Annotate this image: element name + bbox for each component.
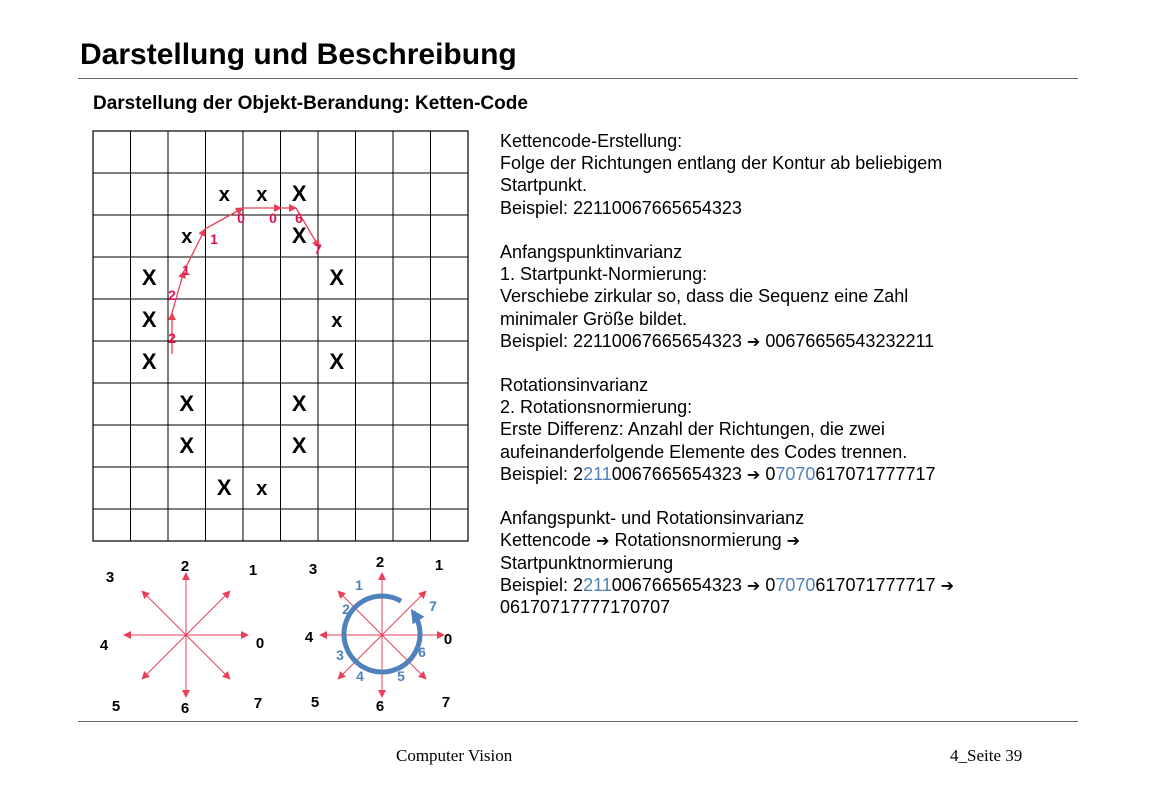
text-span: 0067665654323 [611,574,742,595]
footer-divider [78,721,1078,722]
grid-mark: X [141,307,157,332]
text-span: Beispiel: 2 [500,574,584,595]
text-line: Erste Differenz: Anzahl der Richtungen, die zwei [500,419,885,440]
text-line: minimaler Größe bildet. [500,308,688,329]
direction-number: 0 [255,635,265,652]
path-code-label: 1 [210,231,218,247]
text-span-highlight: 7070 [775,463,816,484]
footer-course: Computer Vision [396,746,513,765]
text-span: 00676656543232211 [765,330,935,351]
text-span-highlight: 211 [583,463,612,484]
grid-mark: X [141,349,157,374]
direction-number: 3 [105,569,115,586]
arrow-right-icon: ➔ [746,331,761,351]
grid-mark: X [291,391,307,416]
grid-lines [93,131,468,541]
chain-code-grid [92,130,472,542]
text-line: Verschiebe zirkular so, dass die Sequenz eine Zahl [500,286,909,307]
grid-mark: X [179,433,195,458]
direction-number: 0 [443,631,453,648]
grid-mark: x [256,184,268,206]
grid-mark: X [179,391,195,416]
rotation-step-label: 5 [397,668,405,684]
text-span: 0067665654323 [611,463,742,484]
slide-title: Darstellung und Beschreibung [80,38,517,71]
section-subtitle: Darstellung der Objekt-Berandung: Ketten-Code [93,93,528,114]
direction-number: 5 [310,694,320,711]
title-divider [78,78,1078,79]
grid-mark: X [216,475,232,500]
direction-number: 2 [180,558,190,575]
text-line: Beispiel: 22110067665654323 [500,197,742,218]
text-line: 2. Rotationsnormierung: [500,397,693,418]
direction-number: 7 [253,695,263,712]
text-span: Beispiel: 22110067665654323 [500,330,742,351]
direction-number: 1 [434,557,444,574]
grid-mark: X [291,223,307,248]
rotation-step-label: 1 [355,577,363,593]
direction-number: 1 [248,562,258,579]
grid-mark: x [181,226,193,248]
path-code-label: 1 [182,262,190,278]
example-line [500,529,1100,551]
text-line: aufeinanderfolgende Elemente des Codes trennen. [500,441,908,462]
rotation-step-label: 3 [336,647,344,663]
path-code-label: 0 [237,210,245,226]
direction-diagram-basic [100,558,264,717]
grid-mark: X [329,265,345,290]
text-span: Rotationsnormierung [614,530,782,551]
path-code-label: 6 [295,210,303,226]
arrow-right-icon: ➔ [746,575,761,595]
direction-number: 6 [180,700,190,717]
footer-page-number: 4_Seite 39 [950,746,1023,765]
path-code-label: 2 [168,287,176,303]
direction-diagram-rotation [305,554,452,715]
rotation-step-label: 6 [418,644,426,660]
text-span: Beispiel: 2 [500,463,584,484]
grid-mark: x [256,478,268,500]
direction-arrow [142,591,186,635]
grid-mark: X [291,433,307,458]
rotation-step-label: 4 [356,668,364,684]
arrow-right-icon: ➔ [596,531,610,551]
path-code-label: 0 [269,210,277,226]
rotation-step-label: 2 [342,601,350,617]
grid-mark: X [141,265,157,290]
grid-mark: x [218,184,230,206]
path-code-label: 2 [168,330,176,346]
text-span-highlight: 211 [583,574,612,595]
text-span: 0 [765,463,776,484]
text-line: Anfangspunkt- und Rotationsinvarianz [500,508,805,529]
text-line: 06170717777170707 [500,596,671,617]
example-line [500,330,1100,352]
arrow-right-icon: ➔ [786,531,801,551]
direction-number: 6 [375,698,385,715]
direction-number: 4 [99,637,109,654]
example-line [500,463,1100,485]
arrow-right-icon: ➔ [940,575,954,595]
grid-mark: X [329,349,345,374]
text-line: Anfangspunktinvarianz [500,241,683,262]
direction-number: 4 [304,629,314,646]
direction-arrow [186,635,230,679]
direction-diagrams [90,550,470,720]
example-line [500,574,1100,596]
grid-mark: X [291,181,307,206]
direction-number: 3 [308,561,318,578]
text-line: Kettencode-Erstellung: [500,131,683,151]
grid-mark: x [331,310,343,332]
text-span: 0 [765,574,776,595]
direction-arrow [142,635,186,679]
text-line: Startpunkt. [500,175,588,196]
text-line: Folge der Richtungen entlang der Kontur ab beliebigem [500,153,943,174]
direction-number: 7 [441,694,451,711]
text-span: 617071777717 [815,463,936,484]
path-code-label: 7 [314,241,322,257]
direction-arrow [186,591,230,635]
text-span: 617071777717 [815,574,936,595]
direction-number: 5 [111,698,121,715]
text-line: Startpunktnormierung [500,552,674,573]
text-line: 1. Startpunkt-Normierung: [500,264,708,285]
text-span: Kettencode [500,530,592,551]
description-text [500,130,1100,618]
text-line: Rotationsinvarianz [500,375,649,396]
rotation-step-label: 7 [429,598,437,614]
text-span-highlight: 7070 [775,574,816,595]
arrow-right-icon: ➔ [746,464,761,484]
direction-number: 2 [375,554,385,571]
